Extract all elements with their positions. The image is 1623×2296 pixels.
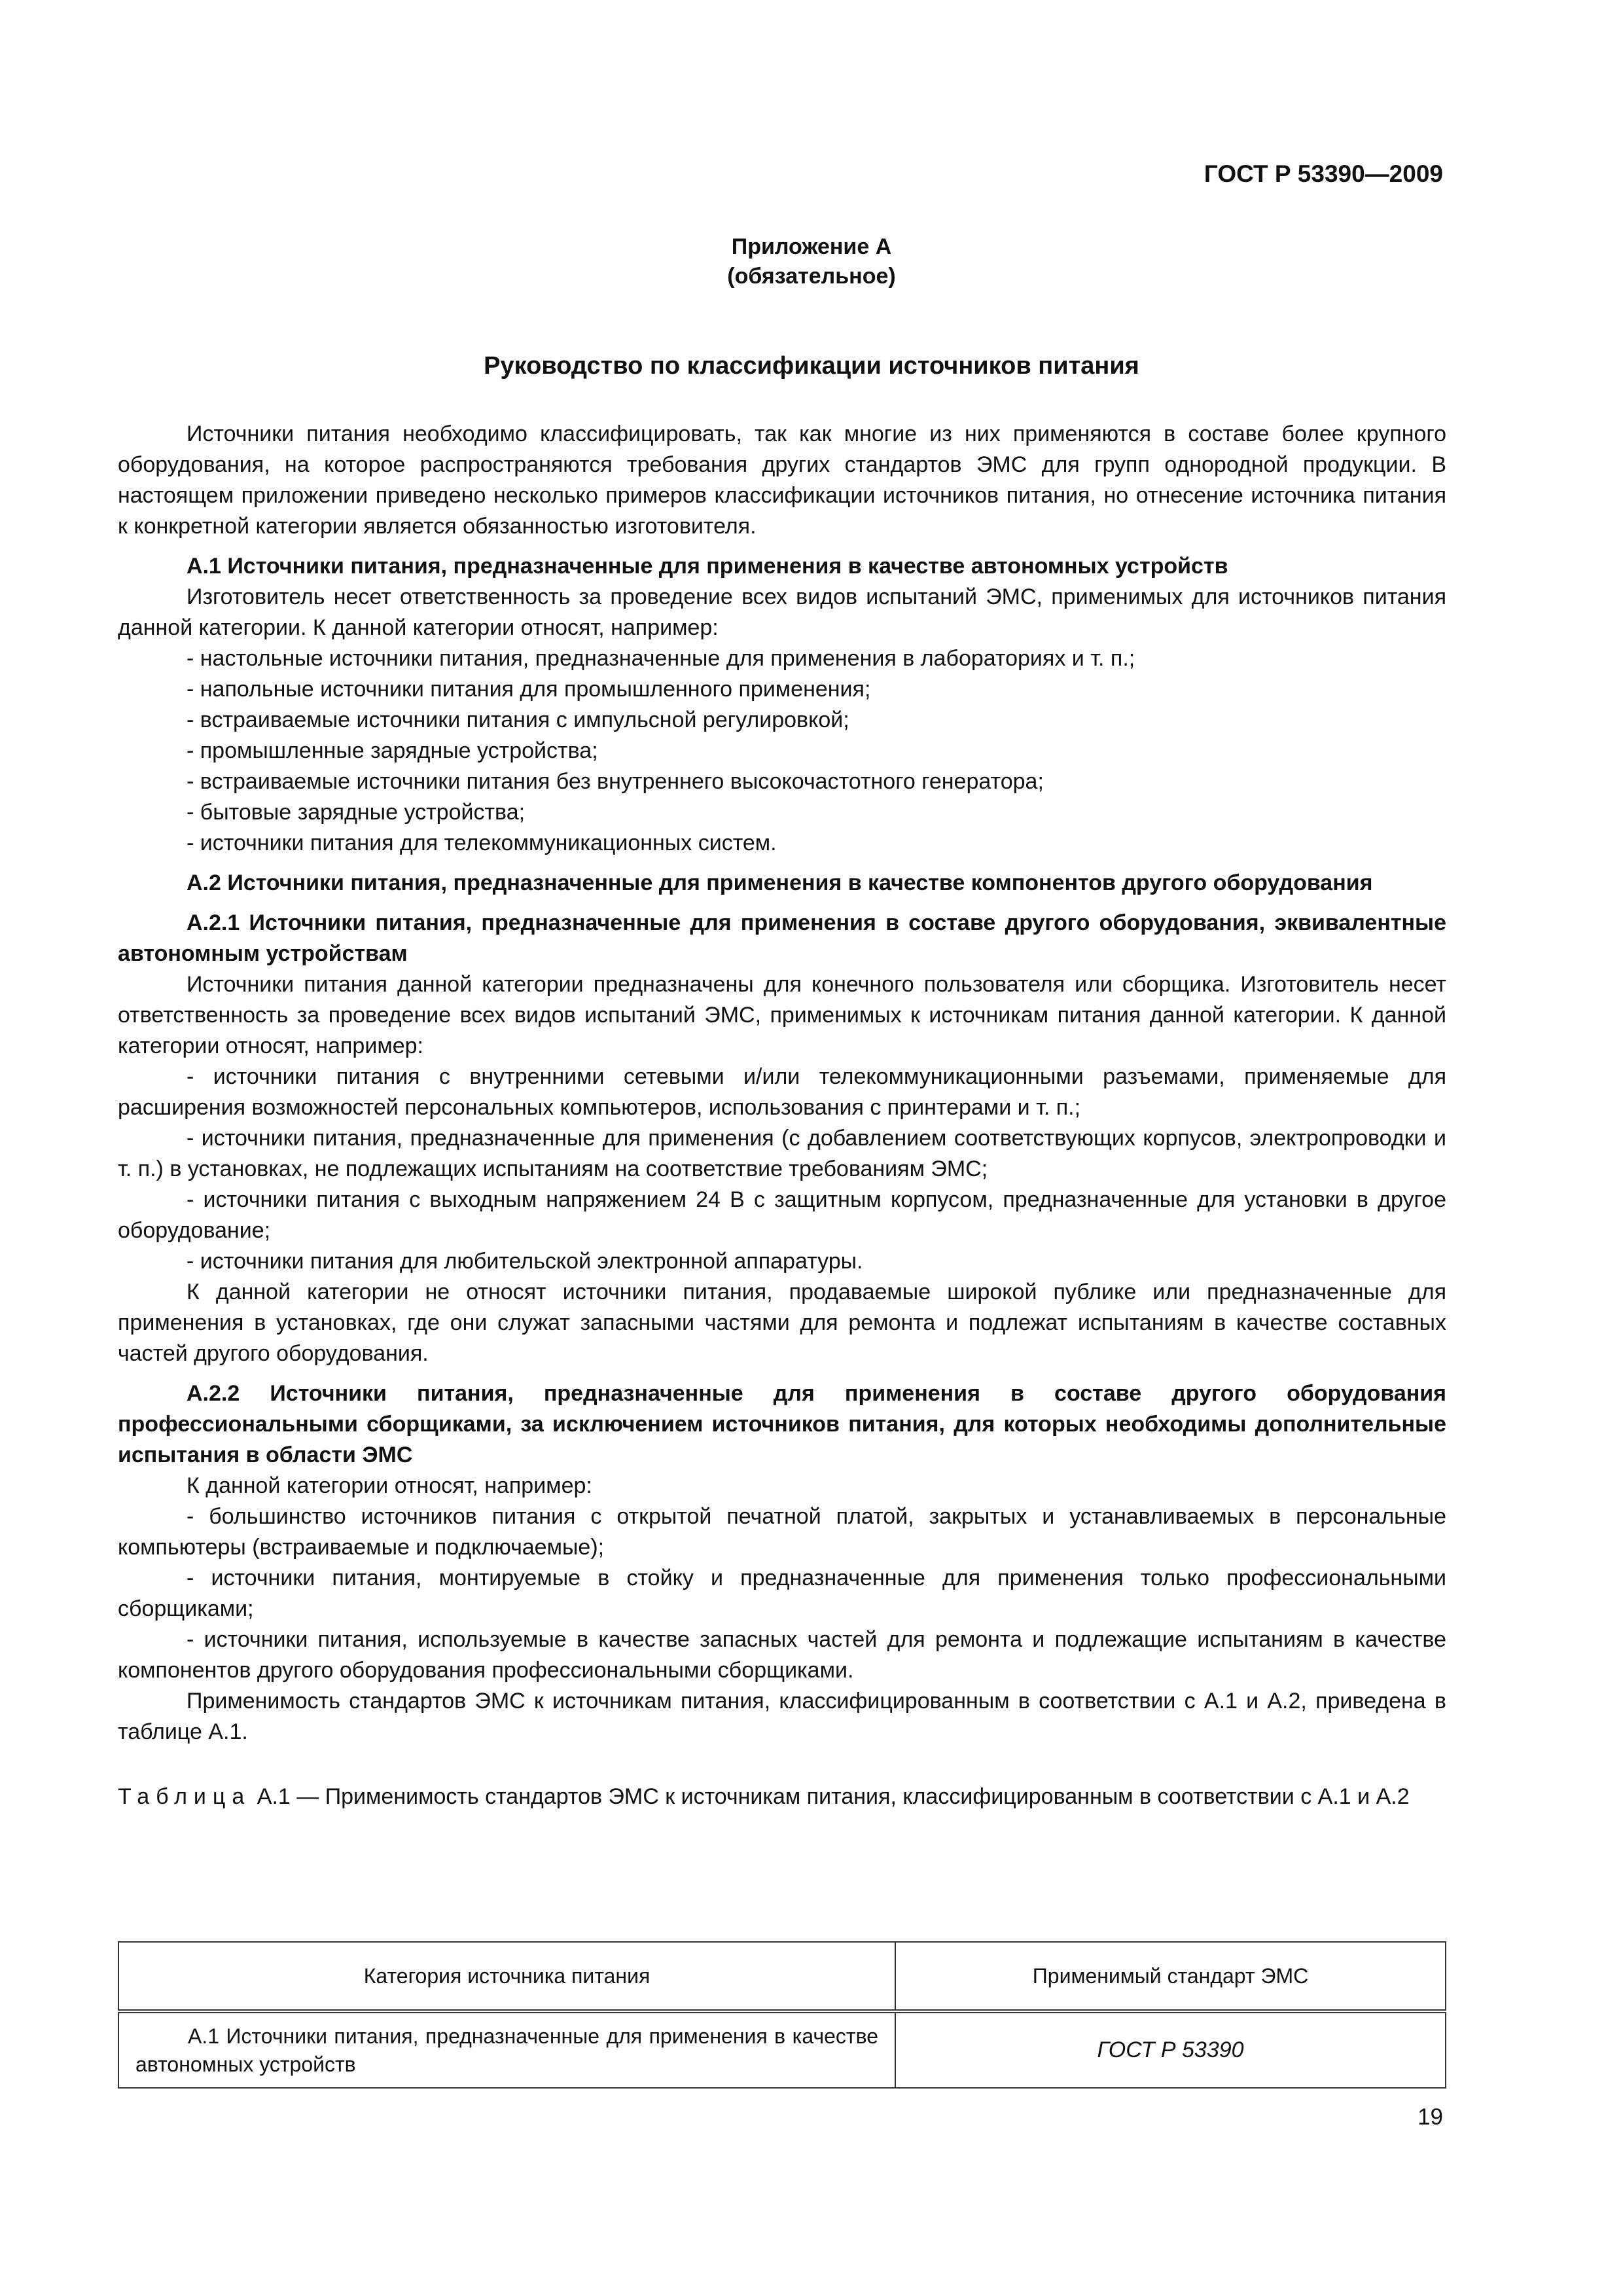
table-caption-text: А.1 — Применимость стандартов ЭМС к источникам питания, классифицированным в соответствии с А.1 и А.2 xyxy=(257,1784,1410,1809)
list-item: - источники питания, используемые в качестве запасных частей для ремонта и подлежащие испытаниям в качестве компонентов другого оборудования профессиональными сборщиками. xyxy=(118,1627,1446,1683)
section-a1-heading: А.1 Источники питания, предназначенные для применения в качестве автономных устройств xyxy=(187,554,1228,579)
table-row xyxy=(118,2011,1446,2088)
section-a22-text: К данной категории относят, например: xyxy=(187,1473,592,1498)
list-item: - источники питания для телекоммуникационных систем. xyxy=(187,831,777,855)
appendix-status: (обязательное) xyxy=(727,264,896,289)
table-cell-standard: ГОСТ Р 53390 xyxy=(895,2011,1446,2088)
list-item: - источники питания для любительской электронной аппаратуры. xyxy=(187,1249,863,1274)
section-a1-text: Изготовитель несет ответственность за проведение всех видов испытаний ЭМС, применимых для источников питания данной категории. К данной категории относят, например: xyxy=(118,584,1446,640)
list-item: - настольные источники питания, предназначенные для применения в лабораториях и т. п.; xyxy=(187,646,1135,671)
list-item: - встраиваемые источники питания с импульсной регулировкой; xyxy=(187,708,849,732)
list-item: - бытовые зарядные устройства; xyxy=(187,800,526,825)
appendix-title: Руководство по классификации источников питания xyxy=(484,352,1139,380)
list-item: - источники питания с внутренними сетевыми и/или телекоммуникационными разъемами, применяемые для расширения возможностей персональных компьютеров, использования с принтерами и т. п.; xyxy=(118,1064,1446,1120)
section-a21-text: Источники питания данной категории предназначены для конечного пользователя или сборщика. Изготовитель несет ответственность за проведение всех видов испытаний ЭМС, применимых к источникам питания данной категории. К данной категории относят, например: xyxy=(118,972,1446,1058)
list-item: - источники питания с выходным напряжением 24 В с защитным корпусом, предназначенные для установки в другое оборудование; xyxy=(118,1187,1446,1243)
list-item: - промышленные зарядные устройства; xyxy=(187,738,598,763)
list-item: - большинство источников питания с открытой печатной платой, закрытых и устанавливаемых в персональные компьютеры (встраиваемые и подключаемые); xyxy=(118,1504,1446,1560)
appendix-label: Приложение А xyxy=(731,234,892,259)
list-item: - встраиваемые источники питания без внутреннего высокочастотного генератора; xyxy=(187,769,1044,794)
document-body xyxy=(118,419,1446,1812)
table-caption-label: Таблица xyxy=(118,1784,251,1809)
list-item: - напольные источники питания для промышленного применения; xyxy=(187,677,871,702)
intro-paragraph: Источники питания необходимо классифицировать, так как многие из них применяются в составе более крупного оборудования, на которое распространяются требования других стандартов ЭМС для групп однородной продукции. В настоящем приложении приведено несколько примеров классификации источников питания, но отнесение источника питания к конкретной категории является обязанностью изготовителя. xyxy=(118,422,1446,539)
list-item: - источники питания, монтируемые в стойку и предназначенные для применения только профессиональными сборщиками; xyxy=(118,1566,1446,1621)
appendix-header xyxy=(0,232,1623,291)
document-code: ГОСТ Р 53390—2009 xyxy=(1204,160,1443,187)
section-a22-closing: Применимость стандартов ЭМС к источникам питания, классифицированным в соответствии с А.1 и А.2, приведена в таблице А.1. xyxy=(118,1689,1446,1744)
page-number: 19 xyxy=(1418,2104,1443,2130)
table-cell-category: А.1 Источники питания, предназначенные для применения в качестве автономных устройств xyxy=(118,2011,895,2088)
list-item: - источники питания, предназначенные для применения (с добавлением соответствующих корпусов, электропроводки и т. п.) в установках, не подлежащих испытаниям на соответствие требованиям ЭМС; xyxy=(118,1126,1446,1181)
applicability-table xyxy=(118,1941,1446,2089)
table-header-row xyxy=(118,1942,1446,2011)
table-caption xyxy=(118,1782,1446,1812)
section-a21-note: К данной категории не относят источники питания, продаваемые широкой публике или предназначенные для применения в установках, где они служат запасными частями для ремонта и подлежат испытаниям в качестве составных частей другого оборудования. xyxy=(118,1280,1446,1366)
column-header-category: Категория источника питания xyxy=(118,1942,895,2011)
section-a21-heading: А.2.1 Источники питания, предназначенные для применения в составе другого оборудования, эквивалентные автономным устройствам xyxy=(118,910,1446,966)
column-header-standard: Применимый стандарт ЭМС xyxy=(895,1942,1446,2011)
section-a22-heading: А.2.2 Источники питания, предназначенные для применения в составе другого оборудования профессиональными сборщиками, за исключением источников питания, для которых необходимы дополнительные испытания в области ЭМС xyxy=(118,1381,1446,1467)
section-a2-heading: А.2 Источники питания, предназначенные для применения в качестве компонентов другого оборудования xyxy=(187,870,1373,895)
